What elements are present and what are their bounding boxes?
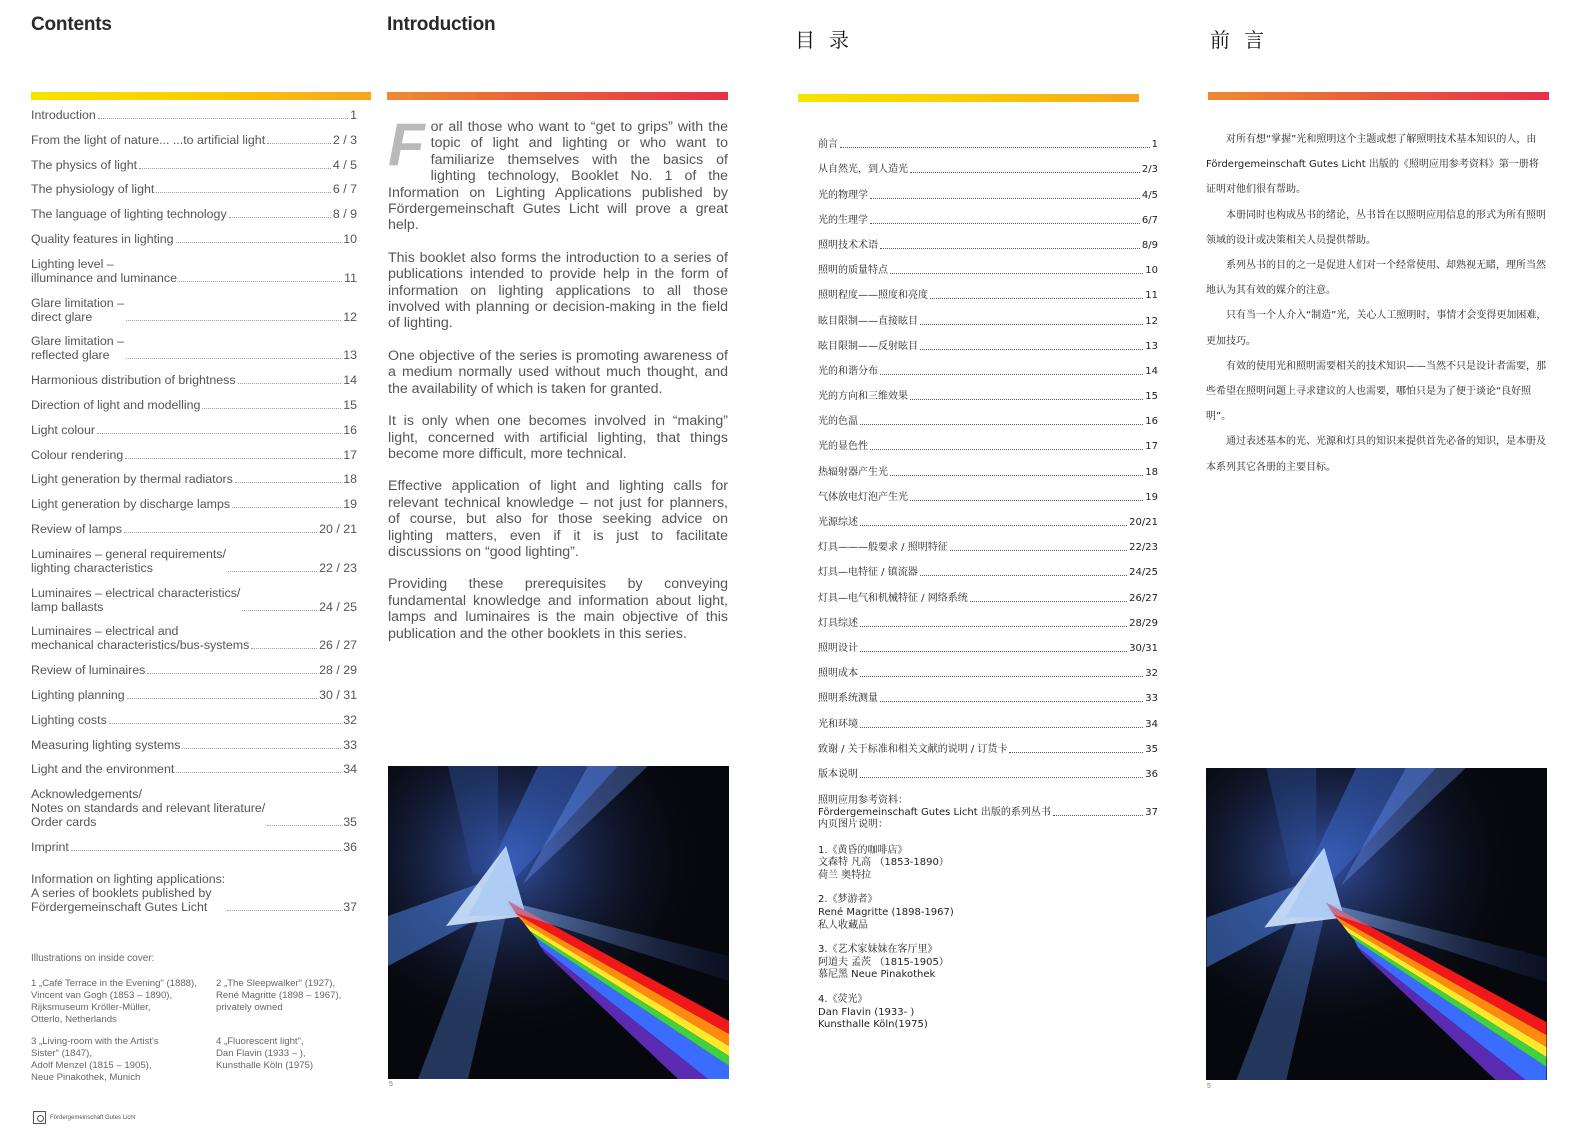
toc-entry-title: Acknowledgements/ Notes on standards and relevant literature/ Order cards [31,787,266,830]
leader-dots [227,910,341,911]
prism-photo [388,766,729,1079]
toc-entry [31,207,357,221]
toc-entry-page: 10 [343,231,357,246]
intro-paragraph-first: For all those who want to “get to grips” with the topic of light and lighting or who want to familiarize themselves with the basics of lighting technology, Booklet No. 1 of the Information on Lighting Applications published by Fördergemeinschaft Gutes Licht will prove a great help. [388,111,728,234]
cn-toc-entry-page: 34 [1145,718,1158,730]
cn-toc-entry-title: 照明设计 [818,642,858,654]
toc-entry-page: 19 [343,497,357,512]
leader-dots [238,383,342,384]
yellow-rule [798,94,1139,102]
red-rule [387,92,728,100]
leader-dots [910,172,1140,173]
cn-toc-entry-page: 28/29 [1129,617,1158,629]
cn-toc-entry-title: 光的物理学 [818,189,868,201]
cn-toc-entry [818,302,1158,327]
toc-entry-title: Review of lamps [31,521,122,536]
prism-photo [1206,768,1547,1080]
leader-dots [860,651,1127,652]
leader-dots [179,281,342,282]
toc-entry-title: Introduction [31,108,96,122]
cn-toc-entry-title: 光源综述 [818,517,858,528]
cn-toc-entry [818,252,1158,277]
page-number: 5 [1207,1083,1211,1090]
leader-dots [1009,752,1143,753]
illustration-caption: 1 „Café Terrace in the Evening" (1888), Vincent van Gogh (1853 – 1890), Rijksmuseum Kröller-Müller, Otterlo, Netherlands [31,978,197,1025]
leader-dots [860,525,1127,526]
cn-toc-entry [818,731,1158,756]
cn-toc-entry-page: 1 [1151,139,1158,151]
cn-toc-entry-title: 光的色温 [818,416,858,428]
leader-dots [930,298,1143,299]
cn-preface-paragraph: 只有当一个人介入“制造”光，关心人工照明时，事情才会变得更加困难，更加技巧。 [1206,310,1547,347]
cn-toc-entry-title: 前言 [818,139,838,151]
toc-entry [31,688,357,702]
cn-toc-entry [818,126,1158,151]
toc-entry-page: 37 [343,899,357,914]
toc-entry [31,663,357,677]
leader-dots [1053,815,1143,816]
cn-contents-list [818,126,1158,819]
toc-entry-page: 35 [343,815,357,830]
cn-toc-entry-title: 光的显色性 [818,441,868,453]
cn-toc-entry-title: 照明成本 [818,668,858,680]
leader-dots [267,825,341,826]
toc-entry-page: 11 [344,270,357,285]
cn-illustration-caption: 2.《梦游者》 René Magritte (1898-1967) 私人收藏品 [818,894,954,931]
leader-dots [125,458,341,459]
toc-entry [31,787,357,829]
cn-toc-entry-title: 照明程度——照度和亮度 [818,290,928,302]
cn-toc-entry-page: 4/5 [1141,189,1158,201]
leader-dots [98,118,348,119]
toc-entry-title: Information on lighting applications: A series of booklets published by Fördergemeinschaft Gutes Licht [31,871,226,914]
leader-dots [251,648,317,649]
cn-toc-entry-page: 26/27 [1129,592,1158,604]
cn-toc-entry [818,202,1158,227]
leader-dots [229,217,331,218]
cn-toc-entry-title: 热辐射器产生光 [818,466,888,478]
leader-dots [890,273,1143,274]
toc-entry [31,713,357,727]
toc-entry-title: Glare limitation – direct glare [31,295,124,324]
cn-toc-entry [818,151,1158,176]
leader-dots [126,320,341,321]
cn-toc-entry [818,453,1158,478]
cn-toc-entry-title: 光的生理学 [818,214,868,226]
toc-entry-page: 36 [343,839,357,854]
cn-preface-paragraph: 有效的使用光和照明需要相关的技术知识——当然不只是设计者需要，那些希望在照明问题上寻求建议的人也需要，哪怕只是为了便于谈论“良好照明”。 [1206,360,1546,423]
cn-toc-entry [818,579,1158,604]
publisher-logo [33,1111,135,1124]
cn-toc-entry-page: 16 [1145,416,1158,428]
toc-entry-title: Light colour [31,422,96,437]
leader-dots [97,433,341,434]
toc-entry [31,586,357,614]
leader-dots [267,143,331,144]
toc-entry-title: Lighting level – illuminance and luminance [31,256,178,285]
cn-toc-entry-title: 照明应用参考资料： Fördergemeinschaft Gutes Licht 出版的系列丛书 [818,794,1051,818]
leader-dots [156,192,331,193]
leader-dots [71,850,341,851]
toc-entry-title: Quality features in lighting [31,231,174,246]
cn-toc-entry-title: 照明系统测量 [818,693,878,705]
illustration-caption: 2 „The Sleepwalker" (1927), René Magritte (1898 – 1967), privately owned [216,978,342,1013]
leader-dots [880,374,1143,375]
leader-dots [920,349,1143,350]
toc-entry-title: Luminaires – electrical characteristics/ lamp ballasts [31,585,241,614]
cn-toc-entry-page: 8/9 [1141,239,1158,251]
cn-toc-entry-page: 17 [1145,441,1158,453]
cn-toc-entry-title: 照明技术术语 [818,239,878,251]
toc-entry-title: The language of lighting technology [31,207,227,222]
cn-toc-entry-title: 灯具—电气和机械特征 / 网络系统 [818,592,968,604]
cn-preface-paragraph: 系列丛书的目的之一是促进人们对一个经常使用、却熟视无睹，理所当然地认为其有效的媒介的注意。 [1206,260,1546,297]
toc-entry [31,497,357,511]
cn-toc-entry [818,655,1158,680]
intro-paragraph: It is only when one becomes involved in “making” light, concerned with artificial lighting, that things become more difficult, more technical. [388,413,728,462]
toc-entry [31,398,357,412]
toc-entry [31,158,357,172]
toc-entry [31,182,357,196]
cn-toc-entry-page: 30/31 [1129,642,1158,654]
cn-toc-entry [818,781,1158,819]
leader-dots [950,550,1127,551]
toc-entry-page: 8 / 9 [332,207,357,222]
cn-toc-entry-page: 6/7 [1141,214,1158,226]
toc-entry-title: Luminaires – general requirements/ lighting characteristics [31,546,226,575]
toc-entry-title: Luminaires – electrical and mechanical characteristics/bus-systems [31,624,250,653]
toc-entry-page: 24 / 25 [319,599,357,614]
leader-dots [126,358,341,359]
leader-dots [242,610,317,611]
leader-dots [176,772,341,773]
cn-toc-entry-title: 眩目限制——直接眩目 [818,315,918,327]
toc-entry-title: Light and the environment [31,762,175,777]
cn-preface-heading: 前言 [1210,28,1278,52]
cn-toc-entry-page: 37 [1145,806,1158,818]
cn-toc-entry-page: 32 [1145,668,1158,680]
cn-toc-entry [818,680,1158,705]
leader-dots [870,223,1140,224]
intro-paragraph: Effective application of light and lighting calls for relevant technical knowledge – not just for planners, of course, but also for those seeking advice on lighting matters, even if it is just to facilitate discussions on “good lighting”. [388,478,728,560]
cn-toc-entry-title: 光的和谐分布 [818,365,878,377]
leader-dots [232,507,341,508]
toc-entry-page: 18 [343,472,357,487]
intro-paragraph: One objective of the series is promoting awareness of a medium normally used without much thought, and the availability of which is taken for granted. [388,347,728,397]
cn-toc-entry-title: 灯具综述 [818,617,858,629]
toc-entry-page: 2 / 3 [332,132,357,147]
cn-toc-entry-page: 18 [1145,466,1158,478]
toc-entry [31,472,357,486]
cn-toc-entry [818,277,1158,302]
cn-illustration-caption: 1.《黄昏的咖啡店》 文森特 凡高 （1853-1890） 荷兰 奥特拉 [818,844,949,881]
leader-dots [880,248,1140,249]
cn-illustration-caption: 4.《荧光》 Dan Flavin (1933- ) Kunsthalle Köln(1975) [818,993,928,1031]
cn-contents-heading: 目录 [795,28,863,52]
toc-entry-title: The physics of light [31,157,138,172]
contents-list [31,108,357,925]
cn-toc-entry-title: 灯具—电特征 / 镇流器 [818,567,918,579]
leader-dots [860,626,1127,627]
leader-dots [860,424,1143,425]
leader-dots [890,475,1143,476]
toc-entry-title: Imprint [31,839,69,854]
leader-dots [870,198,1140,199]
leader-dots [147,673,317,674]
cn-toc-entry-page: 14 [1145,365,1158,377]
leader-dots [860,727,1143,728]
cn-toc-entry [818,504,1158,529]
toc-entry-title: Harmonious distribution of brightness [31,373,236,388]
toc-entry-page: 22 / 23 [319,560,357,575]
cn-toc-entry-page: 35 [1145,743,1158,755]
toc-entry [31,738,357,752]
toc-entry-page: 16 [343,422,357,437]
toc-entry [31,522,357,536]
cn-notes-title: 内页图片说明： [818,819,888,830]
toc-entry [31,257,357,285]
cn-preface-paragraph: 对所有想“掌握”光和照明这个主题或想了解照明技术基本知识的人，由Fördergemeinschaft Gutes Licht 出版的《照明应用参考资料》第一册将证明对他们很有帮助。 [1206,134,1539,196]
toc-entry [31,108,357,122]
toc-entry [31,133,357,147]
cn-toc-entry [818,428,1158,453]
toc-entry [31,448,357,462]
toc-entry-title: Lighting costs [31,712,107,727]
cn-toc-entry-page: 12 [1145,315,1158,327]
leader-dots [840,147,1150,148]
toc-entry-page: 34 [343,762,357,777]
introduction-text [388,111,728,658]
cn-toc-entry [818,403,1158,428]
cn-toc-entry [818,756,1158,781]
cn-toc-entry [818,705,1158,730]
leader-dots [920,575,1127,576]
cn-illustration-caption: 3.《艺术家妹妹在客厅里》 阿道夫 孟茨 （1815-1905） 慕尼黑 Neue Pinakothek [818,944,949,981]
cn-toc-entry-page: 20/21 [1129,517,1158,528]
illustrations-title: Illustrations on inside cover: [31,953,155,964]
toc-entry-title: Measuring lighting systems [31,737,181,752]
leader-dots [235,482,341,483]
cn-toc-entry [818,529,1158,554]
intro-paragraph: This booklet also forms the introduction to a series of publications intended to provide help in the form of information on lighting applications to all those involved with planning or decision-making in the field of lighting. [388,249,728,332]
toc-entry-page: 30 / 31 [319,687,357,702]
cn-toc-entry-page: 33 [1145,693,1158,705]
leader-dots [860,676,1143,677]
toc-entry [31,872,357,914]
cn-toc-entry [818,605,1158,630]
leader-dots [139,168,331,169]
cn-toc-entry-page: 15 [1145,391,1158,403]
intro-paragraph: Providing these prerequisites by conveying fundamental knowledge and information about light, lamps and luminaires is the main objective of this publication and the other booklets in this series. [388,576,728,642]
cn-toc-entry-title: 光和环境 [818,718,858,730]
introduction-heading: Introduction [387,14,496,35]
leader-dots [202,408,341,409]
toc-entry-page: 32 [343,712,357,727]
cn-toc-entry [818,479,1158,504]
toc-entry-page: 17 [343,447,357,462]
toc-entry-title: Glare limitation – reflected glare [31,334,124,363]
dropcap-letter: F [388,111,425,178]
cn-toc-entry-page: 11 [1145,290,1158,302]
toc-entry [31,840,357,854]
cn-toc-entry-title: 照明的质量特点 [818,265,888,277]
cn-toc-entry-page: 24/25 [1129,567,1158,579]
cn-toc-entry-page: 10 [1145,265,1158,277]
leader-dots [880,701,1143,702]
cn-preface-paragraph: 通过表述基本的光、光源和灯具的知识来提供首先必备的知识，是本册及本系列其它各册的主要目标。 [1206,436,1546,473]
toc-entry-page: 33 [343,737,357,752]
cn-toc-entry-page: 19 [1145,491,1158,503]
toc-entry-page: 4 / 5 [332,157,357,172]
cn-toc-entry [818,378,1158,403]
toc-entry-page: 28 / 29 [319,663,357,678]
toc-entry-page: 26 / 27 [319,638,357,653]
toc-entry [31,547,357,575]
toc-entry-page: 13 [343,348,357,363]
red-rule [1208,92,1549,100]
toc-entry [31,423,357,437]
illustration-caption: 4 „Fluorescent light", Dan Flavin (1933 – ), Kunsthalle Köln (1975) [216,1036,314,1071]
leader-dots [860,777,1143,778]
toc-entry [31,762,357,776]
toc-entry-page: 15 [343,397,357,412]
cn-toc-entry-title: 版本说明 [818,768,858,780]
toc-entry [31,373,357,387]
cn-toc-entry [818,353,1158,378]
publisher-logo-icon [33,1111,46,1124]
toc-entry-title: Review of luminaires [31,663,146,678]
leader-dots [910,399,1143,400]
leader-dots [970,601,1127,602]
cn-toc-entry [818,630,1158,655]
cn-toc-entry-title: 致谢 / 关于标准和相关文献的说明 / 订货卡 [818,743,1008,755]
cn-toc-entry [818,227,1158,252]
cn-toc-entry-title: 灯具———般要求 / 照明特征 [818,542,948,554]
leader-dots [124,532,317,533]
toc-entry-title: Direction of light and modelling [31,397,201,412]
cn-preface-paragraph: 本册同时也构成丛书的绪论，丛书旨在以照明应用信息的形式为所有照明领域的设计或决策相关人员提供帮助。 [1206,209,1546,246]
toc-entry [31,296,357,324]
leader-dots [910,500,1143,501]
cn-toc-entry [818,554,1158,579]
cn-toc-entry-page: 2/3 [1141,164,1158,176]
cn-toc-entry [818,328,1158,353]
toc-entry-page: 1 [350,108,357,122]
cn-toc-entry-page: 13 [1145,340,1158,352]
cn-toc-entry-page: 22/23 [1129,542,1158,554]
cn-toc-entry-page: 36 [1145,768,1158,780]
leader-dots [182,748,341,749]
publisher-logo-text: Fördergemeinschaft Gutes Licht [50,1114,136,1121]
toc-entry [31,334,357,362]
cn-preface-text [1206,127,1548,480]
toc-entry-page: 6 / 7 [332,182,357,197]
cn-toc-entry-title: 从自然光，到人造光 [818,164,908,176]
toc-entry-title: The physiology of light [31,182,155,197]
toc-entry-title: Colour rendering [31,447,124,462]
toc-entry-title: Light generation by thermal radiators [31,472,233,487]
cn-toc-entry [818,176,1158,201]
contents-heading: Contents [31,14,112,35]
toc-entry-title: From the light of nature... ...to artificial light [31,132,266,147]
illustrations-notes [31,953,361,1084]
page-number: 5 [389,1081,393,1088]
leader-dots [109,723,341,724]
toc-entry-title: Lighting planning [31,687,125,702]
yellow-rule [31,92,371,100]
cn-toc-entry-title: 眩目限制——反射眩目 [818,340,918,352]
leader-dots [127,698,317,699]
illustration-caption: 3 „Living-room with the Artist's Sister" (1847), Adolf Menzel (1815 – 1905), Neue Pinakothek, Munich [31,1036,159,1083]
toc-entry-page: 12 [343,309,357,324]
cn-illustrations-notes [818,819,1118,1044]
leader-dots [228,571,317,572]
toc-entry [31,624,357,652]
leader-dots [870,449,1143,450]
toc-entry-page: 14 [343,373,357,388]
leader-dots [176,242,342,243]
leader-dots [920,324,1143,325]
cn-toc-entry-title: 光的方向和三维效果 [818,391,908,403]
toc-entry [31,232,357,246]
cn-toc-entry-title: 气体放电灯泡产生光 [818,491,908,503]
toc-entry-page: 20 / 21 [319,521,357,536]
toc-entry-title: Light generation by discharge lamps [31,497,231,512]
